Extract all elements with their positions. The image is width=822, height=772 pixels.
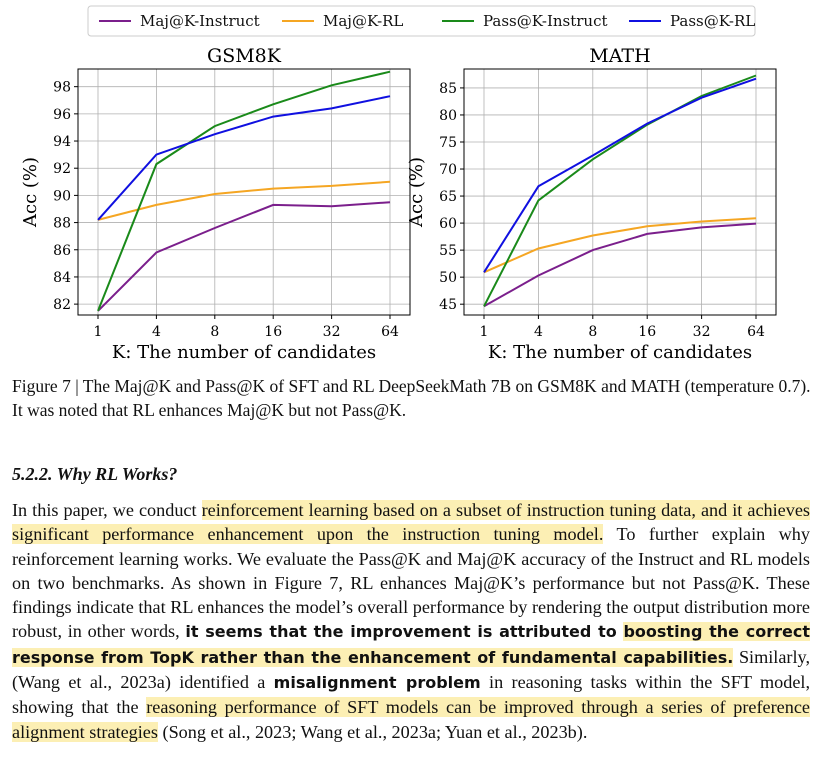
x-tick-label: 1 (93, 324, 103, 340)
y-tick-label: 65 (439, 189, 457, 206)
caption-label: Figure 7 | (12, 376, 79, 396)
y-tick-label: 88 (53, 215, 71, 232)
series-line (484, 79, 756, 273)
legend-label: Maj@K-Instruct (140, 12, 260, 30)
y-tick-label: 92 (53, 161, 71, 178)
legend-label: Pass@K-Instruct (483, 12, 608, 30)
y-axis-label: Acc (%) (20, 156, 41, 228)
y-tick-label: 75 (439, 134, 457, 151)
math-chart (406, 45, 776, 363)
bold-highlighted-text: boosting the correct response from TopK rather than the enhancement of fundamental capabilities. (12, 622, 810, 667)
paragraph-text: Similarly, (Wang et al., 2023a) identified a (12, 646, 811, 693)
series-line (484, 76, 756, 307)
y-tick-label: 86 (53, 242, 71, 259)
x-tick-label: 32 (692, 324, 711, 340)
figure-7 (0, 0, 822, 370)
y-tick-label: 55 (439, 243, 457, 260)
y-tick-label: 85 (439, 80, 457, 97)
y-axis-label: Acc (%) (406, 156, 427, 228)
legend-label: Pass@K-RL (670, 12, 756, 30)
y-tick-label: 60 (439, 216, 457, 233)
chart-title: MATH (589, 45, 651, 67)
x-tick-label: 8 (588, 324, 598, 340)
paragraph-text: in reasoning tasks within the SFT model, showing that the (12, 672, 810, 718)
caption-text: The Maj@K and Pass@K of SFT and RL DeepSeekMath 7B on GSM8K and MATH (temperature 0.7). It was noted that RL enhances Maj@K but not Pass@K. (12, 376, 811, 420)
figure-caption (12, 374, 812, 422)
x-tick-label: 8 (210, 324, 220, 340)
section-heading: 5.2.2. Why RL Works? (12, 464, 178, 484)
x-tick-label: 16 (638, 324, 657, 340)
y-tick-label: 70 (439, 162, 457, 179)
x-tick-label: 64 (381, 324, 399, 340)
plot-frame (464, 69, 776, 315)
x-tick-label: 64 (747, 324, 765, 340)
body-paragraph (12, 498, 810, 744)
bold-text: misalignment problem (273, 673, 481, 693)
x-tick-label: 32 (322, 324, 341, 340)
legend (88, 6, 755, 36)
y-tick-label: 90 (53, 188, 71, 205)
y-tick-label: 96 (53, 106, 71, 123)
series-line (98, 202, 390, 311)
chart-title: GSM8K (207, 45, 281, 67)
x-tick-label: 1 (479, 324, 489, 340)
y-tick-label: 80 (439, 107, 457, 124)
x-axis-label: K: The number of candidates (487, 342, 753, 363)
highlighted-text: reasoning performance of SFT models can be improved through a series of preference alignment strategies (12, 697, 810, 742)
y-tick-label: 45 (439, 297, 457, 314)
x-tick-label: 4 (533, 324, 543, 340)
paragraph-text: In this paper, we conduct (12, 500, 202, 520)
x-tick-label: 4 (151, 324, 161, 340)
bold-text: it seems that the improvement is attributed to (185, 622, 624, 642)
y-tick-label: 98 (53, 79, 71, 96)
x-axis-label: K: The number of candidates (111, 342, 377, 363)
y-tick-label: 94 (53, 134, 71, 151)
y-tick-label: 50 (439, 270, 457, 287)
paragraph-text: To further explain why reinforcement learning works. We evaluate the Pass@K and Maj@K accuracy of the Instruct and RL models on two benchmarks. As shown in Figure 7, RL enhances Maj@K’s performance but not Pass@K. These findings indicate that RL enhances the model’s overall performance by rendering the output distribution more robust, in other words, (12, 524, 810, 642)
paragraph-text: (Song et al., 2023; Wang et al., 2023a; Yuan et al., 2023b). (157, 721, 588, 742)
y-tick-label: 82 (53, 297, 71, 314)
y-tick-label: 84 (53, 269, 71, 286)
series-line (484, 224, 756, 307)
gsm8k-chart (20, 45, 410, 363)
legend-label: Maj@K-RL (323, 12, 404, 30)
highlighted-text: reinforcement learning based on a subset of instruction tuning data, and it achieves significant performance enhancement upon the instruction tuning model. (12, 500, 811, 545)
x-tick-label: 16 (264, 324, 283, 340)
